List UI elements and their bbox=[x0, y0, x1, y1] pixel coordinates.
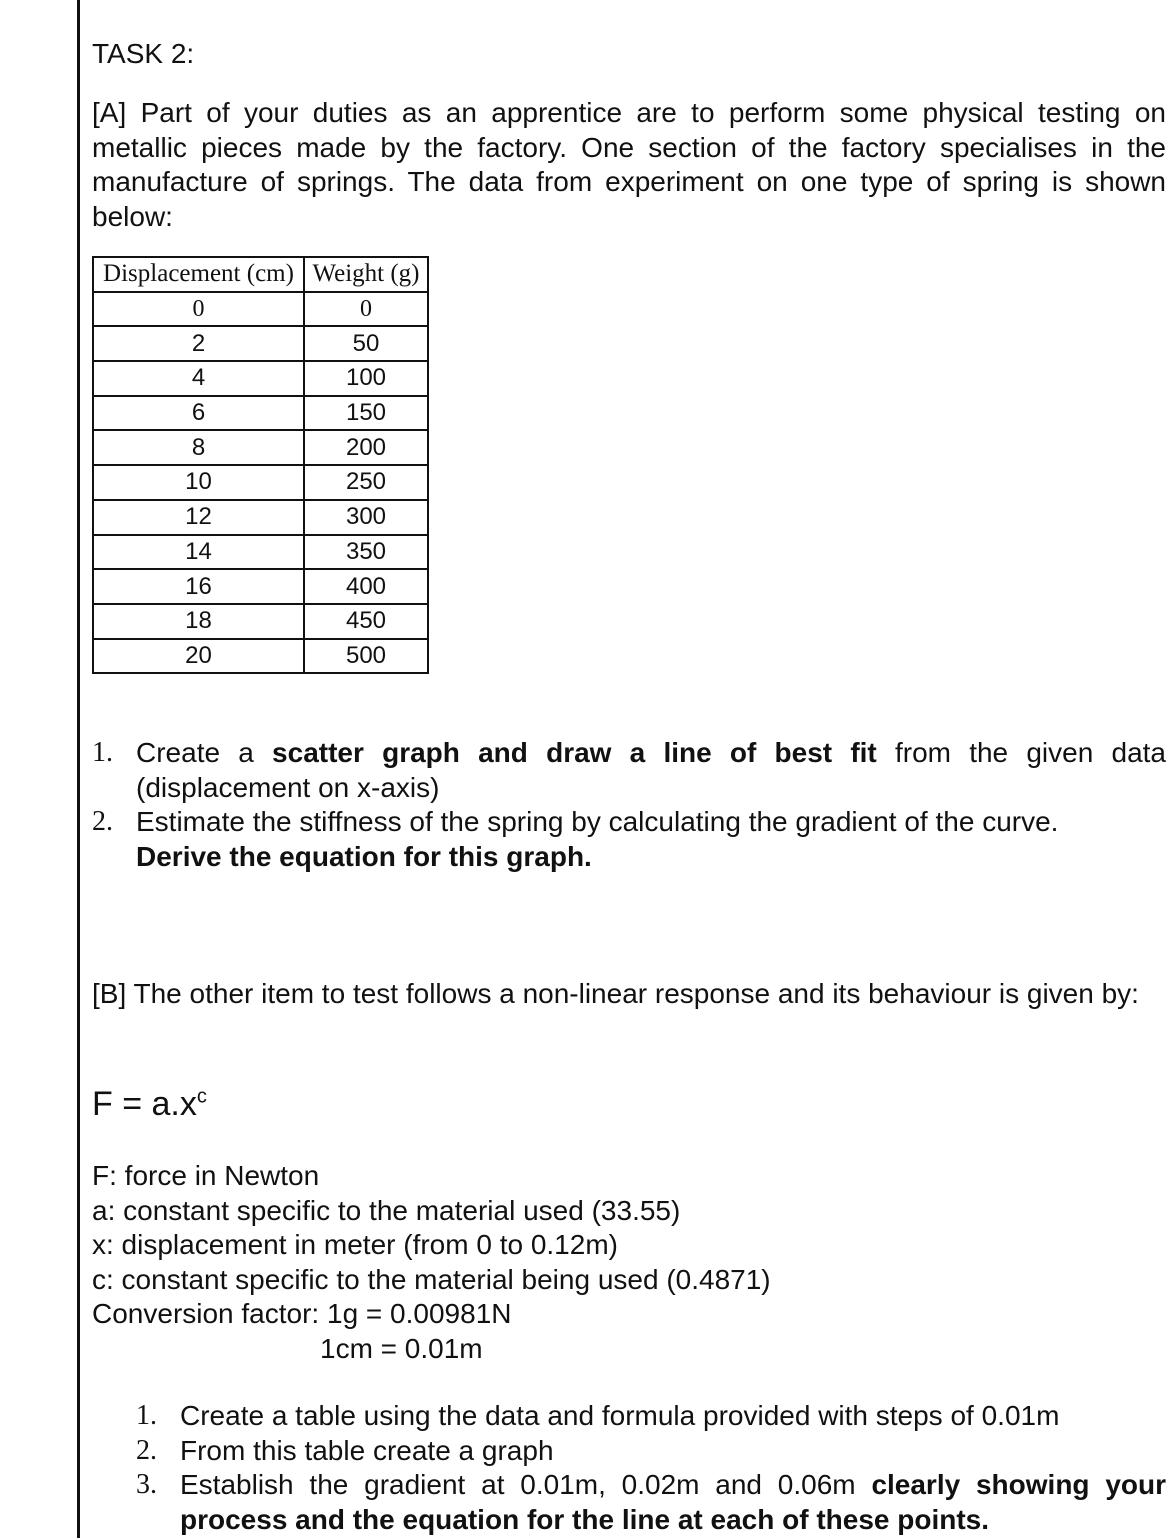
table-cell: 14 bbox=[93, 535, 304, 570]
definition-line: c: constant specific to the material being used (0.4871) bbox=[92, 1263, 771, 1295]
table-row bbox=[93, 569, 428, 604]
task-title: TASK 2: bbox=[92, 38, 195, 69]
table-row bbox=[93, 535, 428, 570]
table-row bbox=[93, 604, 428, 639]
part-b-questions bbox=[136, 1399, 1166, 1537]
formula bbox=[92, 1082, 207, 1126]
table-cell: 0 bbox=[304, 292, 428, 327]
table-cell: 350 bbox=[304, 535, 428, 570]
table-cell: 20 bbox=[93, 639, 304, 674]
table-row bbox=[93, 292, 428, 327]
table-cell: 150 bbox=[304, 396, 428, 431]
definition-line: Conversion factor: 1g = 0.00981N bbox=[92, 1298, 512, 1329]
table-cell: 100 bbox=[304, 361, 428, 396]
table-cell: 50 bbox=[304, 326, 428, 361]
question-text: Create a bbox=[136, 737, 273, 768]
column-header-weight: Weight (g) bbox=[304, 257, 428, 292]
left-margin-rule bbox=[77, 0, 80, 1538]
table-cell: 0 bbox=[93, 292, 304, 327]
table-row bbox=[93, 500, 428, 535]
table-cell: 500 bbox=[304, 639, 428, 674]
list-item bbox=[92, 736, 1166, 805]
list-number: 1. bbox=[136, 1400, 157, 1431]
part-a-intro: [A] Part of your duties as an apprentice are to perform some physical testing on metallic pieces made by the factory. One section of the factory specialises in the manufacture of springs. The data from experiment on one type of spring is shown below: bbox=[92, 97, 1166, 232]
table-cell: 18 bbox=[93, 604, 304, 639]
question-text: from the given data (displacement on x-axis) bbox=[136, 737, 1166, 803]
table-row bbox=[93, 396, 428, 431]
table-row bbox=[93, 361, 428, 396]
table-row bbox=[93, 639, 428, 674]
part-b-intro: [B] The other item to test follows a non-linear response and its behaviour is given by: bbox=[92, 978, 1139, 1009]
table-cell: 12 bbox=[93, 500, 304, 535]
table-cell: 2 bbox=[93, 326, 304, 361]
table-cell: 400 bbox=[304, 569, 428, 604]
question-text: Establish the gradient at 0.01m, 0.02m and 0.06m bbox=[180, 1469, 872, 1500]
table-cell: 450 bbox=[304, 604, 428, 639]
formula-exponent: c bbox=[196, 1085, 207, 1108]
question-emphasis: Derive the equation for this graph. bbox=[136, 840, 592, 872]
table-row bbox=[93, 326, 428, 361]
table-cell: 200 bbox=[304, 430, 428, 465]
table-cell: 250 bbox=[304, 465, 428, 500]
spring-data-table bbox=[92, 256, 429, 674]
definition-line: F: force in Newton bbox=[92, 1160, 320, 1191]
table-cell: 10 bbox=[93, 465, 304, 500]
list-item bbox=[136, 1399, 1166, 1434]
question-emphasis: scatter graph and draw a line of best fit bbox=[272, 737, 877, 768]
table-cell: 8 bbox=[93, 430, 304, 465]
formula-base: F = a.x bbox=[92, 1085, 197, 1123]
table-cell: 300 bbox=[304, 500, 428, 535]
table-row bbox=[93, 430, 428, 465]
definition-line: x: displacement in meter (from 0 to 0.12m) bbox=[92, 1229, 618, 1260]
definition-line: 1cm = 0.01m bbox=[320, 1332, 483, 1364]
list-item bbox=[92, 805, 1166, 874]
definition-line: a: constant specific to the material used (33.55) bbox=[92, 1194, 681, 1226]
part-a-questions bbox=[92, 736, 1166, 874]
list-number: 2. bbox=[92, 806, 113, 837]
table-cell: 6 bbox=[93, 396, 304, 431]
table-cell: 16 bbox=[93, 569, 304, 604]
question-text: Create a table using the data and formula provided with steps of 0.01m bbox=[180, 1400, 1060, 1431]
column-header-displacement: Displacement (cm) bbox=[93, 257, 304, 292]
list-number: 3. bbox=[136, 1469, 157, 1500]
list-number: 2. bbox=[136, 1434, 157, 1466]
question-text: Estimate the stiffness of the spring by calculating the gradient of the curve. bbox=[136, 806, 1059, 837]
list-item bbox=[136, 1434, 1166, 1469]
question-text: From this table create a graph bbox=[180, 1434, 554, 1466]
table-row bbox=[93, 465, 428, 500]
table-cell: 4 bbox=[93, 361, 304, 396]
question-emphasis: clearly showing your process and the equation for the line at each of these points. bbox=[180, 1469, 1167, 1535]
list-number: 1. bbox=[92, 737, 113, 768]
definitions-list bbox=[92, 1159, 771, 1366]
list-item bbox=[136, 1468, 1166, 1537]
table-header-row bbox=[93, 257, 428, 292]
